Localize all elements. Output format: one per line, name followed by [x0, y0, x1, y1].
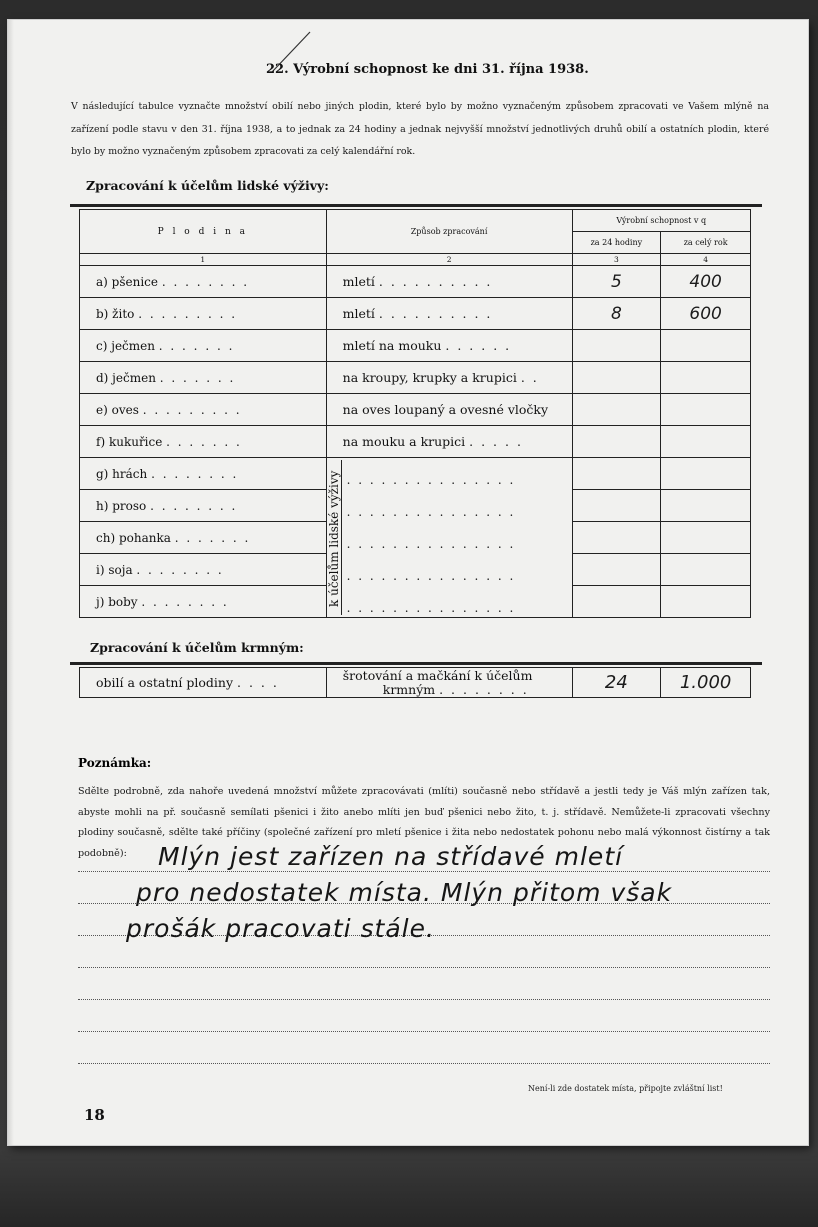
col-24h-header: za 24 hodiny	[572, 232, 661, 254]
table-row	[80, 330, 751, 362]
method-blank-cell	[326, 458, 572, 618]
method-name: mletí	[342, 274, 375, 289]
capacity-year	[661, 394, 751, 426]
ruled-line	[78, 871, 770, 872]
table-row	[80, 298, 751, 330]
handwritten-line-2: pro nedostatek místa. Mlýn přitom však	[136, 878, 673, 907]
capacity-24h: 8	[572, 298, 661, 330]
table-row	[80, 362, 751, 394]
crop-name: j) boby	[96, 594, 138, 609]
capacity-24h	[572, 458, 661, 490]
capacity-year	[661, 426, 751, 458]
method-cell: mletí . . . . . . . . . .	[326, 266, 572, 298]
method-name: na oves loupaný a ovesné vločky	[342, 402, 549, 417]
intro-paragraph: V následující tabulce vyznačte množství obilí nebo jiných plodin, které bylo by možno vyznačeným způsobem zpracovati ve Vašem mlýně na zařízení podle stavu v den 31. října 1938, a to jednak za 24 hodiny a jednak nejvyšší množství jednotlivých druhů obilí a ostatních plodin, které bylo by možno vyznačeným způsobem zpracovati za celý kalendářní rok.	[71, 101, 769, 157]
method-cell: na mouku a krupici . . . . .	[326, 426, 572, 458]
col-number: 3	[572, 254, 661, 266]
crop-cell: obilí a ostatní plodiny . . . .	[80, 668, 327, 698]
capacity-year	[661, 554, 751, 586]
capacity-year	[661, 458, 751, 490]
capacity-24h	[572, 426, 661, 458]
capacity-24h	[572, 490, 661, 522]
crop-name: h) proso	[96, 498, 147, 513]
capacity-24h	[572, 362, 661, 394]
capacity-year: 600	[661, 298, 751, 330]
crop-cell: j) boby . . . . . . . .	[80, 586, 327, 618]
table-row	[80, 266, 751, 298]
crop-cell: a) pšenice . . . . . . . .	[80, 266, 327, 298]
col-number: 4	[661, 254, 751, 266]
crop-name: ch) pohanka	[96, 530, 171, 545]
method-cell: na kroupy, krupky a krupici . .	[326, 362, 572, 394]
method-line-1: šrotování a mačkání k účelům	[342, 667, 533, 683]
capacity-24h: 5	[572, 266, 661, 298]
crop-cell: d) ječmen . . . . . . .	[80, 362, 327, 394]
ruled-line	[78, 967, 770, 968]
section-title-human: Zpracování k účelům lidské výživy:	[86, 178, 329, 193]
capacity-24h	[572, 554, 661, 586]
col-capacity-header: Výrobní schopnost v q	[572, 210, 750, 232]
handwritten-line-3: prošák pracovati stále.	[126, 914, 435, 943]
table-row	[80, 458, 751, 490]
capacity-year: 400	[661, 266, 751, 298]
crop-name: obilí a ostatní plodiny	[96, 675, 234, 690]
table-rule	[70, 662, 762, 665]
crop-name: d) ječmen	[96, 370, 156, 385]
section-title-feed: Zpracování k účelům krmným:	[90, 640, 304, 655]
method-name: na mouku a krupici	[342, 434, 466, 449]
crop-name: g) hrách	[96, 466, 148, 481]
crop-cell: h) proso . . . . . . . .	[80, 490, 327, 522]
column-number-row	[80, 254, 751, 266]
crop-name: a) pšenice	[96, 274, 158, 289]
footer-note: Není-li zde dostatek místa, připojte zvláštní list!	[528, 1084, 723, 1093]
method-line-2: krmným	[382, 681, 436, 697]
col-plodina-header: P l o d i n a	[80, 210, 327, 254]
table-row	[80, 668, 751, 698]
crop-cell: b) žito . . . . . . . . .	[80, 298, 327, 330]
method-name: mletí	[342, 306, 375, 321]
crop-name: e) oves	[96, 402, 139, 417]
crop-cell: f) kukuřice . . . . . . .	[80, 426, 327, 458]
crop-cell: e) oves . . . . . . . . .	[80, 394, 327, 426]
blank-method-dots: . . . . . . . . . . . . . . . . . . . . . . . . . . . . . . . . . . . . . . . . . . . . . . . . . . . . . . . . . . . . . . . . . . . . . . . . . . .	[346, 473, 516, 615]
ruled-line	[78, 1031, 770, 1032]
capacity-year: 1.000	[661, 668, 751, 698]
page-number: 18	[84, 1106, 105, 1124]
capacity-year	[661, 362, 751, 394]
capacity-year	[661, 330, 751, 362]
note-text: Sdělte podrobně, zda nahoře uvedená množství můžete zpracovávati (mlíti) současně nebo střídavě a jestli tedy je Váš mlýn zařízen tak, abyste mohli na př. současně semílati pšenici i žito anebo mlíti jen buď pšenici nebo žito, t. j. střídavě. Nemůžete-li zpracovati všechny plodiny současně, sdělte také příčiny (společné zařízení pro mletí pšenice i žita nebo nedostatek pohonu nebo malá výkonnost čistírny a tak podobně):	[78, 786, 770, 859]
crop-cell: ch) pohanka . . . . . . .	[80, 522, 327, 554]
ruled-line	[78, 1063, 770, 1064]
method-cell: mletí na mouku . . . . . .	[326, 330, 572, 362]
method-name: na kroupy, krupky a krupici	[342, 370, 517, 385]
table-row	[80, 426, 751, 458]
table-row	[80, 394, 751, 426]
capacity-24h: 24	[572, 668, 661, 698]
crop-name: c) ječmen	[96, 338, 155, 353]
capacity-24h	[572, 330, 661, 362]
crop-cell: c) ječmen . . . . . . .	[80, 330, 327, 362]
col-year-header: za celý rok	[661, 232, 751, 254]
capacity-year	[661, 522, 751, 554]
capacity-table	[79, 209, 751, 618]
table-rule	[70, 204, 762, 207]
method-cell: šrotování a mačkání k účelům krmným . . . . . . . .	[326, 668, 572, 698]
crop-cell: i) soja . . . . . . . .	[80, 554, 327, 586]
method-name: mletí na mouku	[342, 338, 442, 353]
form-page	[8, 20, 808, 1145]
note-title: Poznámka:	[78, 756, 152, 770]
crop-cell: g) hrách . . . . . . . .	[80, 458, 327, 490]
capacity-year	[661, 586, 751, 618]
capacity-24h	[572, 522, 661, 554]
col-zpusob-header: Způsob zpracování	[326, 210, 572, 254]
capacity-year	[661, 490, 751, 522]
section-heading: 22. Výrobní schopnost ke dni 31. října 1938.	[266, 62, 589, 77]
crop-name: b) žito	[96, 306, 135, 321]
ruled-line	[78, 999, 770, 1000]
crop-name: f) kukuřice	[96, 434, 163, 449]
method-cell	[326, 394, 572, 426]
vertical-label: k účelům lidské výživy	[326, 470, 341, 608]
crop-name: i) soja	[96, 562, 133, 577]
handwritten-line-1: Mlýn jest zařízen na střídavé mletí	[158, 842, 624, 871]
col-number: 1	[80, 254, 327, 266]
method-cell: mletí . . . . . . . . . .	[326, 298, 572, 330]
table-header-row	[80, 210, 751, 232]
col-number: 2	[326, 254, 572, 266]
feed-table	[79, 667, 751, 698]
capacity-24h	[572, 394, 661, 426]
capacity-24h	[572, 586, 661, 618]
